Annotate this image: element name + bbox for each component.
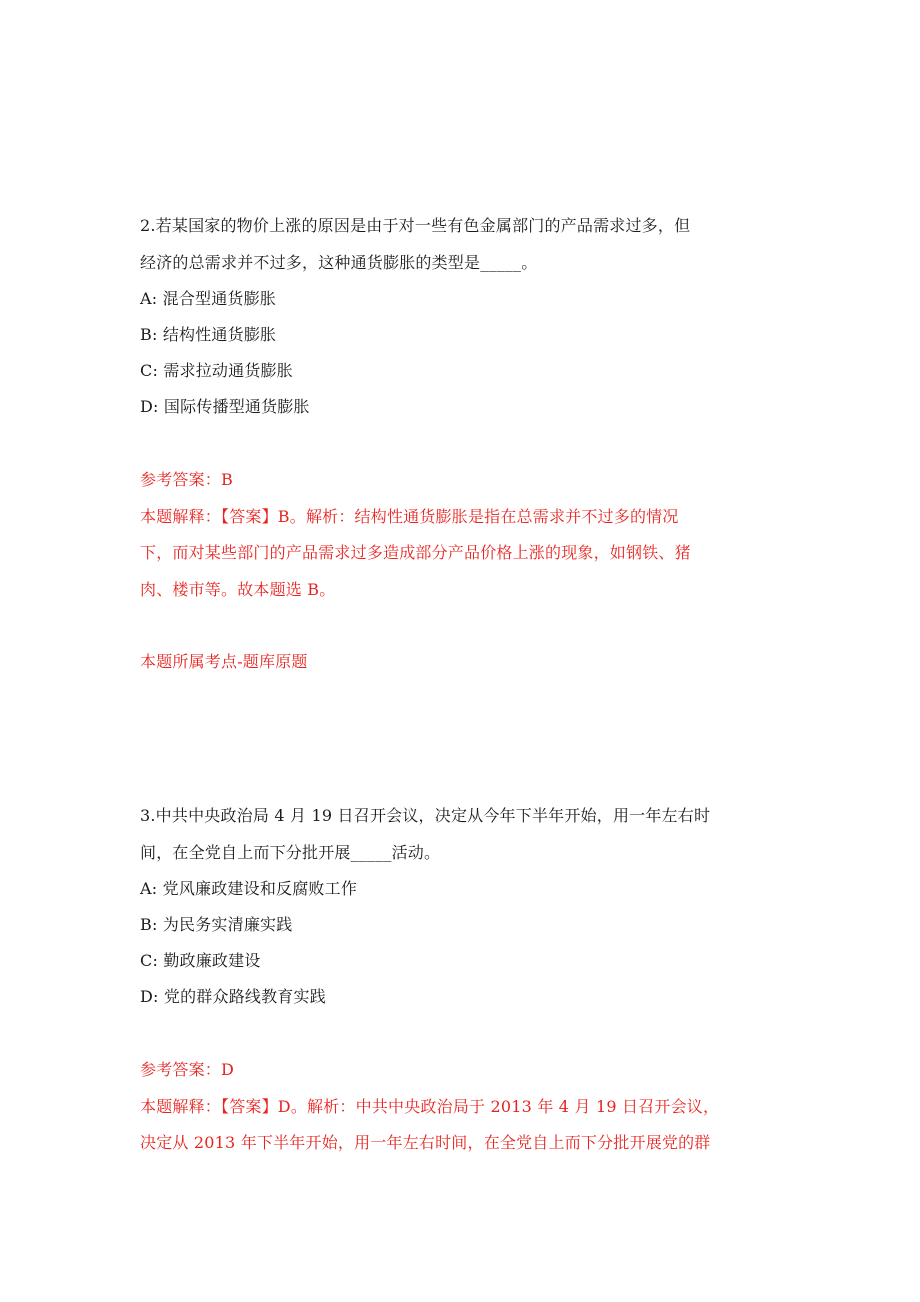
option-b: B: 为民务实清廉实践	[140, 915, 293, 934]
option-a: A: 党风廉政建设和反腐败工作	[140, 879, 358, 898]
option-a: A: 混合型通货膨胀	[140, 289, 277, 308]
explanation-line: 决定从 2013 年下半年开始，用一年左右时间，在全党自上而下分批开展党的群	[140, 1133, 711, 1152]
explanation-line: 肉、楼市等。故本题选 B。	[140, 580, 336, 599]
question-stem-line: 经济的总需求并不过多，这种通货膨胀的类型是_____。	[140, 253, 538, 272]
topic-tag: 本题所属考点-题库原题	[140, 652, 308, 671]
question-stem-line: 2.若某国家的物价上涨的原因是由于对一些有色金属部门的产品需求过多，但	[140, 216, 691, 235]
explanation-line: 下，而对某些部门的产品需求过多造成部分产品价格上涨的现象，如钢铁、猪	[140, 543, 691, 562]
option-c: C: 需求拉动通货膨胀	[140, 361, 293, 380]
option-b: B: 结构性通货膨胀	[140, 325, 277, 344]
explanation-line: 本题解释：【答案】D。解析：中共中央政治局于 2013 年 4 月 19 日召开会议，	[140, 1097, 720, 1116]
option-d: D: 党的群众路线教育实践	[140, 987, 326, 1006]
option-d: D: 国际传播型通货膨胀	[140, 397, 310, 416]
option-c: C: 勤政廉政建设	[140, 951, 261, 970]
question-stem-line: 3.中共中央政治局 4 月 19 日召开会议，决定从今年下半年开始，用一年左右时	[140, 806, 711, 825]
explanation-line: 本题解释：【答案】B。解析：结构性通货膨胀是指在总需求并不过多的情况	[140, 507, 679, 526]
reference-answer: 参考答案：B	[140, 470, 233, 489]
reference-answer: 参考答案：D	[140, 1060, 235, 1079]
question-stem-line: 间，在全党自上而下分批开展_____活动。	[140, 843, 441, 862]
